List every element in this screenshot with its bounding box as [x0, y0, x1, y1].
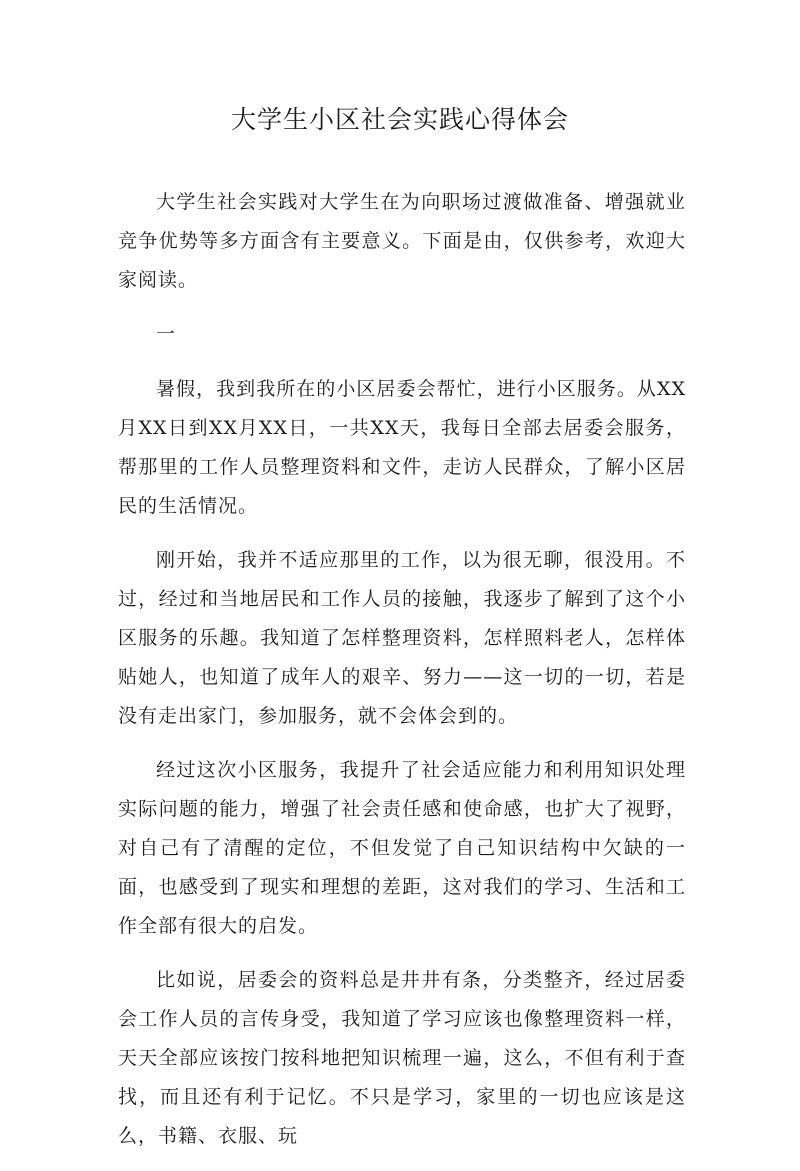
section-numeral: 一: [156, 323, 177, 345]
document-title: 大学生小区社会实践心得体会: [230, 105, 569, 134]
paragraph-beginning: 刚开始，我并不适应那里的工作，以为很无聊，很没用。不过，经过和当地居民和工作人员的接触，我逐步了解到了这个小区服务的乐趣。我知道了怎样整理资料，怎样照料老人，怎样体贴她人，也知道了成年人的艰辛、努力——这一切的一切，若是没有走出家门，参加服务，就不会体会到的。: [118, 549, 686, 727]
paragraph-summer-service: 暑假，我到我所在的小区居委会帮忙，进行小区服务。从XX月XX日到XX月XX日，一共XX天，我每日全部去居委会服务，帮那里的工作人员整理资料和文件，走访人民群众，了解小区居民的生活情况。: [118, 378, 686, 517]
paragraph-example: 比如说，居委会的资料总是井井有条，分类整齐，经过居委会工作人员的言传身受，我知道了学习应该也像整理资料一样，天天全部应该按门按科地把知识梳理一遍，这么，不但有利于查找，而且还有利于记忆。不只是学习，家里的一切也应该是这么，书籍、衣服、玩: [118, 969, 686, 1147]
paragraph-intro: 大学生社会实践对大学生在为向职场过渡做准备、增强就业竞争优势等多方面含有主要意义。下面是由，仅供参考，欢迎大家阅读。: [118, 191, 686, 291]
document-body: [118, 183, 686, 1171]
paragraph-gains: 经过这次小区服务，我提升了社会适应能力和利用知识处理实际问题的能力，增强了社会责任感和使命感，也扩大了视野，对自己有了清醒的定位，不但发觉了自己知识结构中欠缺的一面，也感受到了现实和理想的差距，这对我们的学习、生活和工作全部有很大的启发。: [118, 759, 686, 937]
